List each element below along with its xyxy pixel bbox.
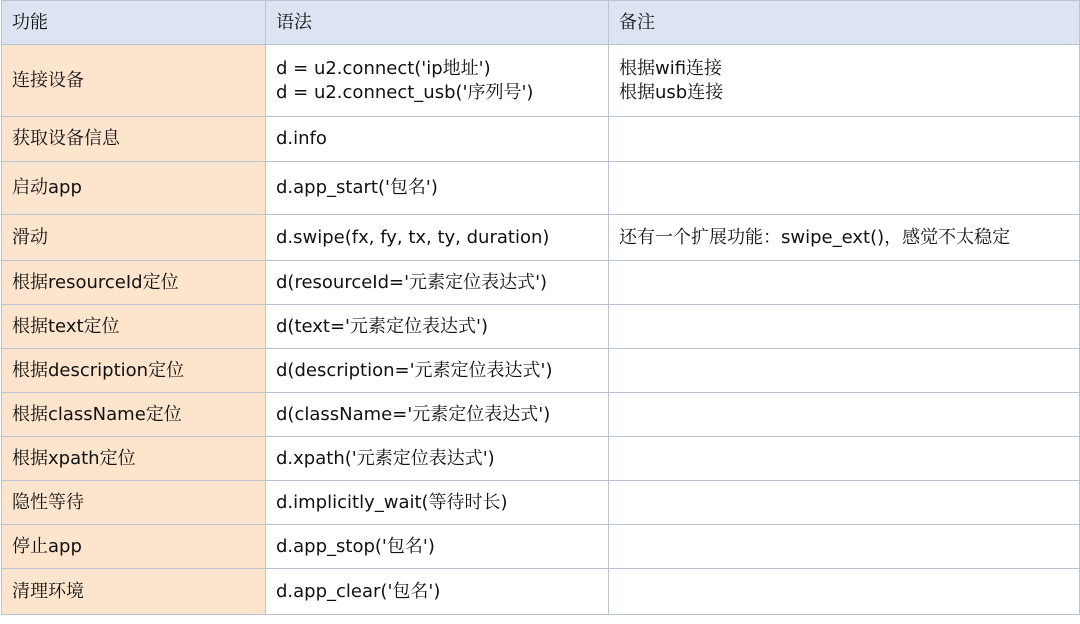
note-cell bbox=[609, 117, 1080, 162]
syntax-cell: d(resourceId='元素定位表达式') bbox=[266, 261, 609, 305]
feature-cell: 根据resourceId定位 bbox=[2, 261, 266, 305]
note-cell bbox=[609, 569, 1080, 615]
note-cell bbox=[609, 45, 1080, 117]
table-header bbox=[2, 1, 1080, 45]
syntax-line: d = u2.connect_usb('序列号') bbox=[276, 81, 534, 103]
table-row bbox=[2, 525, 1080, 569]
table-row bbox=[2, 437, 1080, 481]
table-row bbox=[2, 393, 1080, 437]
header-feature: 功能 bbox=[2, 1, 266, 45]
note-cell bbox=[609, 393, 1080, 437]
syntax-cell: d.app_stop('包名') bbox=[266, 525, 609, 569]
syntax-cell: d.app_clear('包名') bbox=[266, 569, 609, 615]
header-syntax: 语法 bbox=[266, 1, 609, 45]
note-line: 根据wifi连接 bbox=[619, 57, 723, 79]
note-cell bbox=[609, 349, 1080, 393]
syntax-cell: d(text='元素定位表达式') bbox=[266, 305, 609, 349]
feature-cell: 启动app bbox=[2, 162, 266, 215]
table-row bbox=[2, 305, 1080, 349]
feature-cell: 清理环境 bbox=[2, 569, 266, 615]
table-row bbox=[2, 45, 1080, 117]
feature-cell: 停止app bbox=[2, 525, 266, 569]
table-row bbox=[2, 349, 1080, 393]
syntax-cell: d.xpath('元素定位表达式') bbox=[266, 437, 609, 481]
table-row bbox=[2, 117, 1080, 162]
note-cell bbox=[609, 437, 1080, 481]
syntax-cell bbox=[266, 45, 609, 117]
feature-cell: 连接设备 bbox=[2, 45, 266, 117]
note-cell bbox=[609, 525, 1080, 569]
table-row bbox=[2, 215, 1080, 261]
table-body bbox=[2, 45, 1080, 615]
feature-cell: 根据text定位 bbox=[2, 305, 266, 349]
syntax-line: d = u2.connect('ip地址') bbox=[276, 57, 491, 79]
header-note: 备注 bbox=[609, 1, 1080, 45]
syntax-cell: d(description='元素定位表达式') bbox=[266, 349, 609, 393]
note-cell: 还有一个扩展功能：swipe_ext()，感觉不太稳定 bbox=[609, 215, 1080, 261]
feature-cell: 根据description定位 bbox=[2, 349, 266, 393]
note-cell bbox=[609, 162, 1080, 215]
syntax-cell: d.implicitly_wait(等待时长) bbox=[266, 481, 609, 525]
table-row bbox=[2, 261, 1080, 305]
feature-cell: 隐性等待 bbox=[2, 481, 266, 525]
note-line: 根据usb连接 bbox=[619, 81, 724, 103]
syntax-cell: d(className='元素定位表达式') bbox=[266, 393, 609, 437]
syntax-cell: d.app_start('包名') bbox=[266, 162, 609, 215]
feature-cell: 获取设备信息 bbox=[2, 117, 266, 162]
api-reference-table bbox=[1, 0, 1080, 615]
table-row bbox=[2, 162, 1080, 215]
note-cell bbox=[609, 305, 1080, 349]
syntax-cell: d.swipe(fx, fy, tx, ty, duration) bbox=[266, 215, 609, 261]
feature-cell: 根据xpath定位 bbox=[2, 437, 266, 481]
table-row bbox=[2, 569, 1080, 615]
note-cell bbox=[609, 481, 1080, 525]
feature-cell: 根据className定位 bbox=[2, 393, 266, 437]
syntax-cell: d.info bbox=[266, 117, 609, 162]
feature-cell: 滑动 bbox=[2, 215, 266, 261]
note-cell bbox=[609, 261, 1080, 305]
table-row bbox=[2, 481, 1080, 525]
